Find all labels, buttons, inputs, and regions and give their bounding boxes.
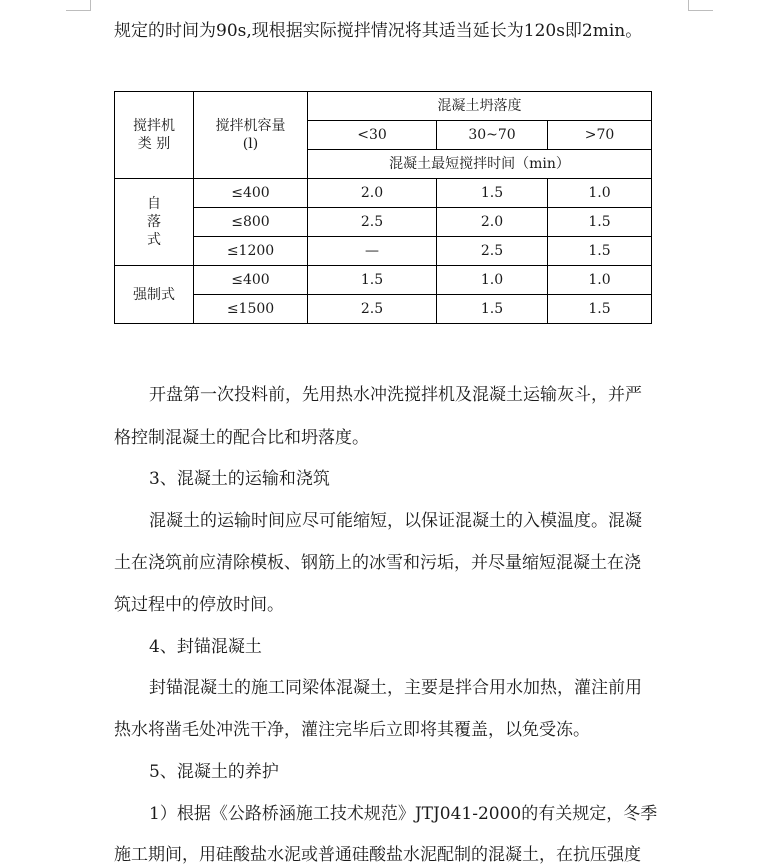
value-cell: 2.0	[437, 208, 548, 237]
header-mixer-type-line2: 类 别	[137, 136, 171, 152]
value-cell: 1.5	[548, 208, 652, 237]
section-heading: 4、封锚混凝土	[149, 637, 262, 657]
capacity-cell: ≤1200	[194, 237, 308, 266]
capacity-cell: ≤800	[194, 208, 308, 237]
value-cell: 2.0	[308, 179, 437, 208]
group-free-fall-char: 落	[147, 214, 161, 230]
slump-col: >70	[548, 121, 652, 150]
paragraph-line: 封锚混凝土的施工同梁体混凝土，主要是拌合用水加热，灌注前用	[149, 678, 642, 698]
header-min-mix-time: 混凝土最短搅拌时间（min）	[308, 150, 652, 179]
capacity-cell: ≤400	[194, 179, 308, 208]
text-line: 规定的时间为90s,现根据实际搅拌情况将其适当延长为120s即2min。	[114, 21, 643, 41]
value-cell: 1.5	[308, 266, 437, 295]
paragraph-line: 开盘第一次投料前，先用热水冲洗搅拌机及混凝土运输灰斗，并严	[149, 385, 642, 405]
table-row	[115, 295, 652, 324]
slump-col: 30~70	[437, 121, 548, 150]
section-heading: 3、混凝土的运输和浇筑	[149, 469, 330, 489]
table-row	[115, 179, 652, 208]
value-cell: 1.0	[548, 266, 652, 295]
header-capacity-line1: 搅拌机容量	[215, 118, 286, 134]
value-cell: 1.5	[548, 295, 652, 324]
header-mixer-type	[115, 92, 194, 179]
table-row	[115, 266, 652, 295]
table-row	[115, 208, 652, 237]
capacity-cell: ≤1500	[194, 295, 308, 324]
value-cell: 2.5	[308, 295, 437, 324]
paragraph-line: 筑过程中的停放时间。	[114, 595, 284, 615]
group-forced: 强制式	[115, 266, 194, 324]
section-heading: 5、混凝土的养护	[149, 762, 279, 782]
value-cell: —	[308, 237, 437, 266]
value-cell: 1.5	[437, 179, 548, 208]
header-capacity-line2: (l)	[242, 136, 259, 152]
crop-mark-left	[66, 0, 91, 11]
value-cell: 1.0	[548, 179, 652, 208]
group-free-fall-char: 式	[147, 232, 161, 248]
value-cell: 1.5	[548, 237, 652, 266]
header-mixer-capacity	[194, 92, 308, 179]
paragraph-line: 土在浇筑前应清除模板、钢筋上的冰雪和污垢，并尽量缩短混凝土在浇	[114, 553, 641, 573]
paragraph-line: 热水将凿毛处冲洗干净，灌注完毕后立即将其覆盖，以免受冻。	[114, 720, 590, 740]
paragraph-line: 1）根据《公路桥涵施工技术规范》JTJ041-2000的有关规定，冬季	[149, 804, 658, 824]
capacity-cell: ≤400	[194, 266, 308, 295]
header-slump: 混凝土坍落度	[308, 92, 652, 121]
table-row	[115, 237, 652, 266]
crop-mark-right	[688, 0, 713, 11]
slump-col: <30	[308, 121, 437, 150]
paragraph-line: 混凝土的运输时间应尽可能缩短，以保证混凝土的入模温度。混凝	[149, 511, 642, 531]
mixing-time-table	[114, 91, 652, 324]
paragraph-line: 格控制混凝土的配合比和坍落度。	[114, 428, 369, 448]
value-cell: 1.0	[437, 266, 548, 295]
value-cell: 1.5	[437, 295, 548, 324]
value-cell: 2.5	[308, 208, 437, 237]
paragraph-line: 施工期间，用硅酸盐水泥或普通硅酸盐水泥配制的混凝土，在抗压强度	[114, 845, 641, 865]
value-cell: 2.5	[437, 237, 548, 266]
header-mixer-type-line1: 搅拌机	[133, 118, 175, 134]
group-free-fall-char: 自	[147, 196, 161, 212]
group-free-fall	[115, 179, 194, 266]
